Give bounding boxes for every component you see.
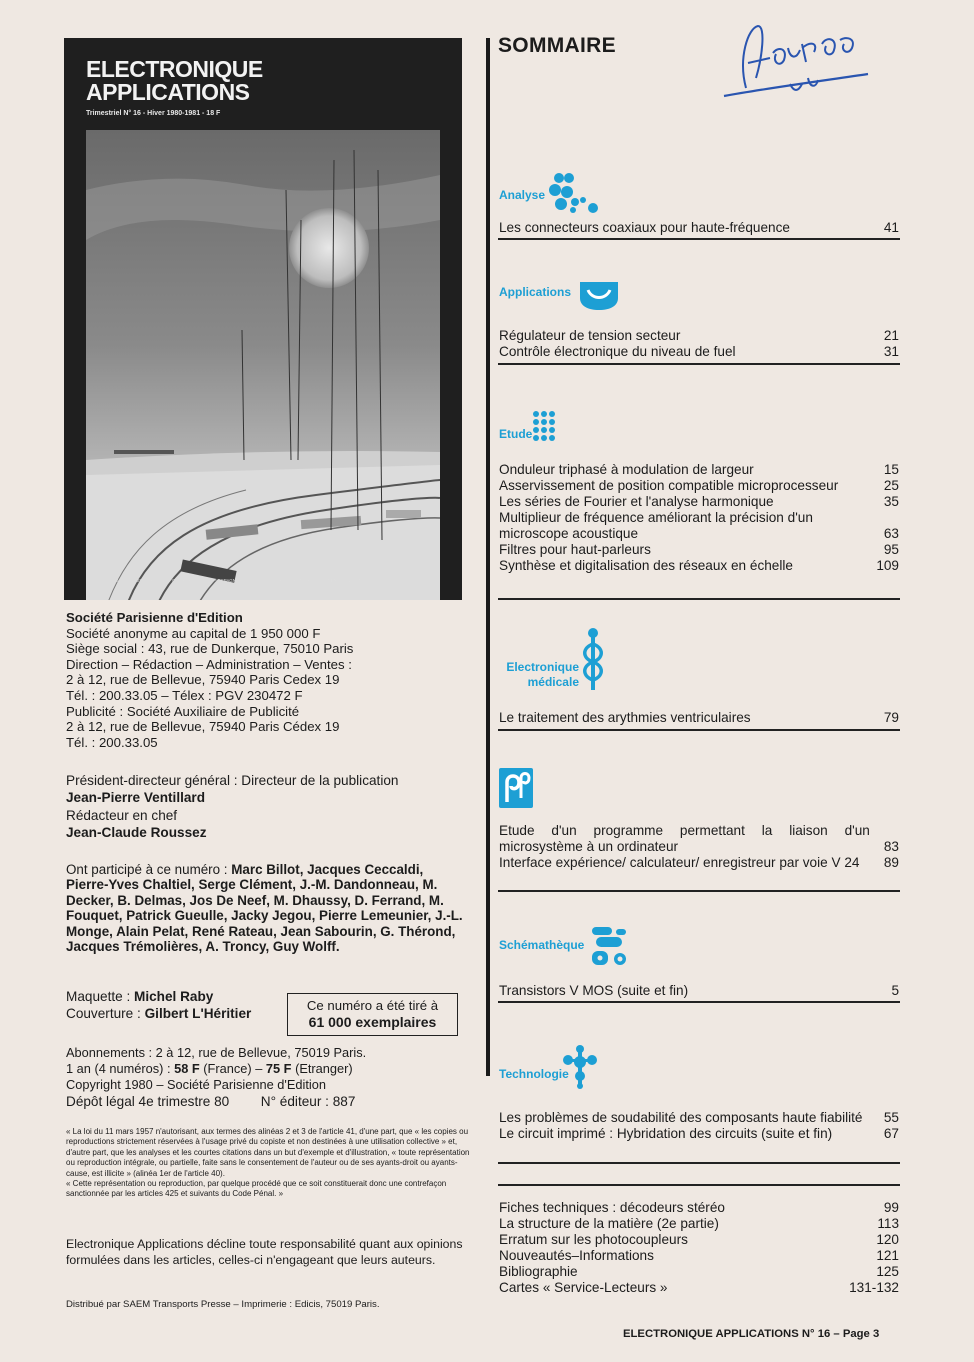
rate-foreign-label: (Etranger) [295, 1061, 353, 1077]
toc-entry[interactable] [499, 510, 899, 542]
director-role: Président-directeur général : Directeur de la publication [66, 773, 399, 788]
publisher-line: Direction – Rédaction – Administration – Ventes : [66, 656, 352, 672]
publisher-info [66, 610, 466, 750]
microprocessor-logo-icon [499, 768, 533, 808]
toc-entry[interactable] [499, 1126, 899, 1142]
section-entries-analyse [499, 220, 899, 236]
toc-entry-title: Nouveautés–Informations [499, 1248, 654, 1263]
cover-subtitle: Trimestriel N° 16 - Hiver 1980-1981 - 18 F [86, 110, 221, 117]
column-divider [486, 38, 490, 1076]
toc-entry-title: Le traitement des arythmies ventriculaires [499, 710, 751, 725]
toc-entry-title: Régulateur de tension secteur [499, 328, 681, 343]
cover-title-line1: ELECTRONIQUE [86, 56, 263, 82]
legal-notice [66, 1127, 470, 1200]
legal-deposit: Dépôt légal 4e trimestre 80 [66, 1093, 230, 1109]
toc-entry-page: 109 [876, 558, 899, 573]
toc-entry-page: 25 [883, 478, 899, 493]
publisher-line: 2 à 12, rue de Bellevue, 75940 Paris Cédex 19 [66, 719, 340, 735]
section-label-medicale-line1: Electronique [506, 660, 579, 674]
toc-entry-title: Les problèmes de soudabilité des composants haute fiabilité [499, 1110, 863, 1125]
toc-entry-title: Fiches techniques : décodeurs stéréo [499, 1200, 725, 1215]
disclaimer: Electronique Applications décline toute responsabilité quant aux opinions formulées dans les articles, celles-ci n'engageant que leurs auteurs. [66, 1237, 463, 1267]
toc-entry-page: 15 [883, 462, 899, 477]
section-rule [498, 363, 900, 365]
section-entries-micro [499, 823, 899, 871]
toc-entry-page: 99 [883, 1200, 899, 1215]
print-run-count: 61 000 exemplaires [308, 1014, 437, 1030]
distribution: Distribué par SAEM Transports Presse – Imprimerie : Edicis, 75019 Paris. [66, 1299, 380, 1310]
publisher-line: Siège social : 43, rue de Dunkerque, 75010 Paris [66, 641, 354, 657]
toc-entry[interactable] [499, 1280, 899, 1296]
toc-entry[interactable] [499, 855, 899, 871]
section-label-analyse: Analyse [499, 188, 546, 202]
toc-entry-title: Erratum sur les photocoupleurs [499, 1232, 688, 1247]
section-rule [498, 238, 900, 240]
toc-entry-title: Le circuit imprimé : Hybridation des circuits (suite et fin) [499, 1126, 833, 1141]
toc-entry-page: 131-132 [849, 1280, 899, 1295]
cover-credit-name: Gilbert L'Héritier [144, 1006, 252, 1021]
toc-entry-title: Interface expérience/ calculateur/ enregistreur par voie V 24 [499, 855, 860, 870]
toc-entry-page: 31 [883, 344, 899, 359]
toc-entry-page: 125 [876, 1264, 899, 1279]
toc-entry[interactable] [499, 823, 899, 855]
technologie-molecule-icon [562, 1044, 598, 1090]
toc-entry-title: Synthèse et digitalisation des réseaux en échelle [499, 558, 793, 573]
toc-entry[interactable] [499, 494, 899, 510]
page-footer: ELECTRONIQUE APPLICATIONS N° 16 – Page 3 [623, 1328, 880, 1340]
toc-entry-page: 95 [883, 542, 899, 557]
section-label-medicale-line2: médicale [527, 675, 579, 689]
publisher-number: N° éditeur : 887 [260, 1093, 356, 1109]
toc-entry-title: Onduleur triphasé à modulation de largeur [499, 462, 754, 477]
toc-entry-title: Contrôle électronique du niveau de fuel [499, 344, 736, 359]
cover-title [86, 58, 263, 104]
toc-entry-title: Multiplieur de fréquence améliorant la précision d'un microscope acoustique [499, 510, 813, 541]
print-run-line1: Ce numéro a été tiré à [306, 998, 439, 1013]
toc-entry[interactable] [499, 344, 899, 360]
contributors-names: Marc Billot, Jacques Ceccaldi, Pierre-Yves Chaltiel, Serge Clément, J.-M. Dandonneau, M. Decker, B. Delmas, Jos De Neef, M. Dhaussy, D. Ferrand, M. Fouquet, Patrick Gueulle, Jacky Jegou, Pierre Lemeunier, J.-L. Monge, Alain Pelat, René Rateau, Jean Sabourin, G. Thérond, Jacques Trémolières, A. Troncy, Guy Wolff. [66, 862, 463, 955]
toc-entry[interactable] [499, 558, 899, 574]
toc-entry-page: 21 [883, 328, 899, 343]
section-entries-applications [499, 328, 899, 360]
toc-entry-title: Etude d'un programme permettant la liaison d'un microsystème à un ordinateur [499, 823, 870, 854]
rate-foreign: 75 F [265, 1061, 292, 1077]
toc-entry-page: 5 [891, 983, 899, 998]
toc-entry[interactable] [499, 478, 899, 494]
toc-entry-title: La structure de la matière (2e partie) [499, 1216, 719, 1231]
toc-entry[interactable] [499, 1232, 899, 1248]
subscription-rate-prefix: 1 an (4 numéros) : [66, 1061, 171, 1077]
rate-france-label: (France) – [203, 1061, 263, 1077]
credits [66, 988, 286, 1022]
toc-entry-title: Les séries de Fourier et l'analyse harmonique [499, 494, 774, 509]
toc-entry-page: 41 [883, 220, 899, 235]
cover-artwork [86, 130, 440, 600]
layout-name: Michel Raby [134, 989, 214, 1004]
section-rule [498, 1001, 900, 1003]
section-rule [498, 1162, 900, 1164]
publisher-line: 2 à 12, rue de Bellevue, 75940 Paris Cedex 19 [66, 672, 340, 688]
contributors [66, 862, 468, 954]
editor-role: Rédacteur en chef [66, 807, 178, 823]
toc-entry-title: Les connecteurs coaxiaux pour haute-fréquence [499, 220, 790, 235]
toc-entry[interactable] [499, 1248, 899, 1264]
publisher-name: Société Parisienne d'Edition [66, 610, 243, 625]
section-label-medicale [501, 660, 579, 690]
toc-entry-title: Transistors V MOS (suite et fin) [499, 983, 689, 998]
section-rule [498, 890, 900, 892]
subscription-address: Abonnements : 2 à 12, rue de Bellevue, 75019 Paris. [66, 1045, 367, 1060]
legal-paragraph: « Cette représentation ou reproduction, par quelque procédé que ce soit constituerait donc une contrefaçon sanctionnée par les articles 425 et suivants du Code Pénal. » [66, 1179, 447, 1199]
analyse-molecule-icon [545, 170, 601, 214]
toc-entry[interactable] [499, 462, 899, 478]
toc-entry-page: 79 [883, 710, 899, 725]
toc-entry-title: Asservissement de position compatible microprocesseur [499, 478, 839, 493]
toc-entry-page: 67 [883, 1126, 899, 1141]
section-label-technologie: Technologie [499, 1067, 569, 1081]
section-entries-technologie [499, 1110, 899, 1142]
section-label-schematheque: Schémathèque [499, 938, 585, 952]
section-entries-misc [499, 1200, 899, 1296]
section-rule [498, 1184, 900, 1186]
magazine-cover [64, 38, 462, 600]
print-run-box [287, 993, 458, 1036]
section-rule [498, 598, 900, 600]
management-info [66, 772, 466, 842]
editor-name: Jean-Claude Roussez [66, 825, 207, 841]
rate-france: 58 F [174, 1061, 200, 1077]
toc-entry[interactable] [499, 1264, 899, 1280]
layout-label: Maquette : [66, 989, 131, 1004]
toc-entry-page: 83 [883, 839, 899, 854]
toc-entry[interactable] [499, 983, 899, 999]
toc-entry-page: 120 [876, 1232, 899, 1247]
toc-entry-title: Bibliographie [499, 1264, 578, 1279]
toc-entry[interactable] [499, 328, 899, 344]
toc-entry-page: 55 [883, 1110, 899, 1125]
subscriptions [66, 1045, 466, 1110]
toc-entry-page: 113 [877, 1216, 899, 1231]
caduceus-icon [578, 628, 608, 692]
toc-entry-page: 121 [876, 1248, 899, 1263]
publisher-line: Société anonyme au capital de 1 950 000 F [66, 625, 321, 641]
section-label-etude: Etude [499, 427, 533, 441]
toc-entry-page: 89 [883, 855, 899, 870]
section-label-applications: Applications [499, 285, 572, 299]
section-rule [498, 729, 900, 731]
etude-dots-icon [530, 410, 562, 446]
toc-entry-title: Filtres pour haut-parleurs [499, 542, 651, 557]
toc-entry[interactable] [499, 710, 899, 726]
section-entries-schematheque [499, 983, 899, 999]
applications-cup-icon [578, 278, 620, 312]
publisher-line: Publicité : Société Auxiliaire de Publicité [66, 703, 300, 719]
cover-title-line2: APPLICATIONS [86, 79, 250, 105]
toc-entry-title: Cartes « Service-Lecteurs » [499, 1280, 668, 1295]
sommaire-title: SOMMAIRE [498, 34, 616, 57]
section-entries-medicale [499, 710, 899, 726]
copyright: Copyright 1980 – Société Parisienne d'Edition [66, 1077, 326, 1093]
publisher-line: Tél. : 200.33.05 – Télex : PGV 230472 F [66, 687, 303, 703]
schematheque-circuit-icon [590, 925, 632, 969]
handwritten-signature [718, 18, 878, 110]
toc-entry[interactable] [499, 1216, 899, 1232]
toc-entry[interactable] [499, 1110, 899, 1126]
toc-entry[interactable] [499, 220, 899, 236]
toc-entry[interactable] [499, 1200, 899, 1216]
toc-entry-page: 63 [883, 526, 899, 541]
legal-paragraph: « La loi du 11 mars 1957 n'autorisant, aux termes des alinéas 2 et 3 de l'article 41, d'une part, que « les copies ou reproductions strictement réservées à l'usage privé du copiste et non destinées à une utilisation collective » et, d'autre part, que les analyses et les courtes citations dans un but d'exemple et d'illustration, « toute représentation ou reproduction intégrale, ou partielle, faite sans le consentement de l'auteur ou de ses ayants-droit ou ayants-cause, est illicite » (alinéa 1er de l'article 40). [66, 1127, 470, 1178]
section-entries-etude [499, 462, 899, 574]
toc-entry-page: 35 [883, 494, 899, 509]
publisher-line: Tél. : 200.33.05 [66, 734, 158, 750]
director-name: Jean-Pierre Ventillard [66, 790, 206, 806]
cover-credit-label: Couverture : [66, 1006, 141, 1021]
contributors-intro: Ont participé à ce numéro : [66, 862, 228, 877]
cover-prices: SUISSE : 5.50 FS - TUNISIE : 2070 MIL - CANADA : CAN $ 3.– - ESPAGNE : 280 PESETAS - ITALIE : 4000 LIRES - BELGIQUE : 148 F.B. [90, 578, 362, 583]
toc-entry[interactable] [499, 542, 899, 558]
